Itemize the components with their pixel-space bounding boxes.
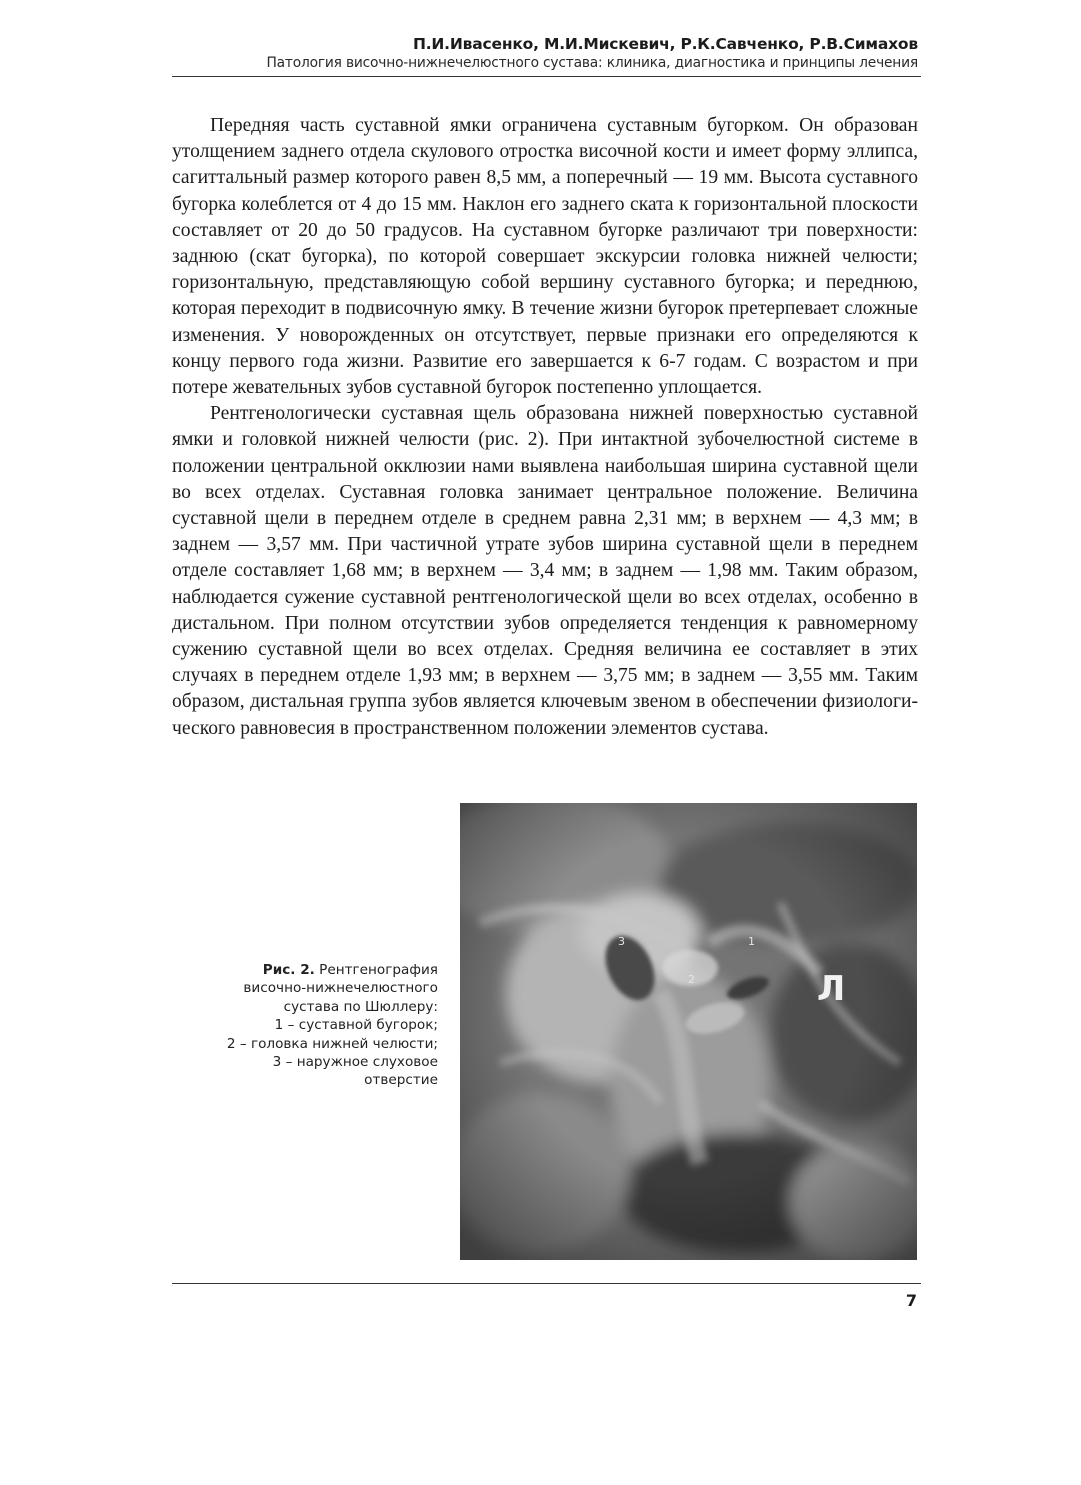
figure-caption [188,961,438,1090]
xray-marker-1: 1 [748,935,755,948]
figure-caption-line: 3 – наружное слуховое [272,1054,438,1071]
header-authors: П.И.Ивасенко, М.И.Мискевич, Р.К.Савченко, Р.В.Симахов [412,35,918,53]
figure-caption-line: височно-нижнечелюстного [243,980,438,997]
xray-marker-3: 3 [618,935,625,948]
figure-caption-line: сустава по Шюллеру: [283,998,438,1015]
xray-marker-2: 2 [688,973,695,986]
figure-caption-line: 1 – суставной бугорок; [274,1017,438,1034]
figure-caption-line: 2 – головка нижней челюсти; [226,1035,438,1052]
figure-caption-line: отверстие [364,1072,438,1089]
header-divider [172,76,921,77]
figure-caption-line: Рентгенография [319,962,438,978]
paragraph-2: Рентгенологически суставная щель образована нижней поверхностью суставной ямки и головкой нижней челюсти (рис. 2). При интактной зубочелюстной системе в положении центральной окклюзии нами выявлена наибольшая ширина суставной щели во всех отделах. Суставная головка занимает центральное положение. Величина суставной щели в переднем отделе в среднем равна 2,31 мм; в верхнем — 4,3 мм; в заднем — 3,57 мм. При частичной утрате зубов ширина суставной щели в переднем отделе составляет 1,68 мм; в верхнем — 3,4 мм; в заднем — 1,98 мм. Таким образом, наблюдается сужение суставной рентгенологической щели во всех отделах, особенно в дистальном. При полном отсутствии зубов определяется тенденция к равномерному сужению суставной щели во всех отделах. Средняя величина ее составляет в этих случаях в переднем отделе 1,93 мм; в верхнем — 3,75 мм; в заднем — 3,55 мм. Таким образом, дистальная группа зубов является ключевым звеном в обеспечении физиологического равновесия в пространственном положении элементов сустава. [172,403,918,739]
xray-side-marker: Л [817,969,846,1009]
header-subtitle: Патология височно-нижнечелюстного сустава: клиника, диагностика и принципы лечения [266,55,918,71]
paragraph-1: Передняя часть суставной ямки ограничена суставным бугорком. Он образован утолщением заднего отдела скулового отростка височной кости и имеет форму эллипса, сагиттальный размер которого равен 8,5 мм, а поперечный — 19 мм. Высота суставного бугорка колеблется от 4 до 15 мм. Наклон его заднего ската к горизонтальной плоскости составляет от 20 до 50 градусов. На суставном бугорке различают три поверхности: заднюю (скат бугорка), по которой совершает экскурсии головка нижней челюсти; горизонтальную, представляющую собой вершину суставного бугорка; и переднюю, которая переходит в подвисочную ямку. В течение жизни бугорок претерпевает сложные изменения. У новорожденных он отсутствует, первые признаки его определяются к концу первого года жизни. Развитие его завершается к 6-7 годам. С возрастом и при потере жевательных зубов суставной бугорок постепенно уплощается. [172,115,918,399]
footer-divider [172,1283,921,1284]
page-number: 7 [905,1291,917,1310]
body-text [172,113,918,742]
figure-caption-label: Рис. 2. [262,962,315,978]
xray-image [460,803,917,1260]
